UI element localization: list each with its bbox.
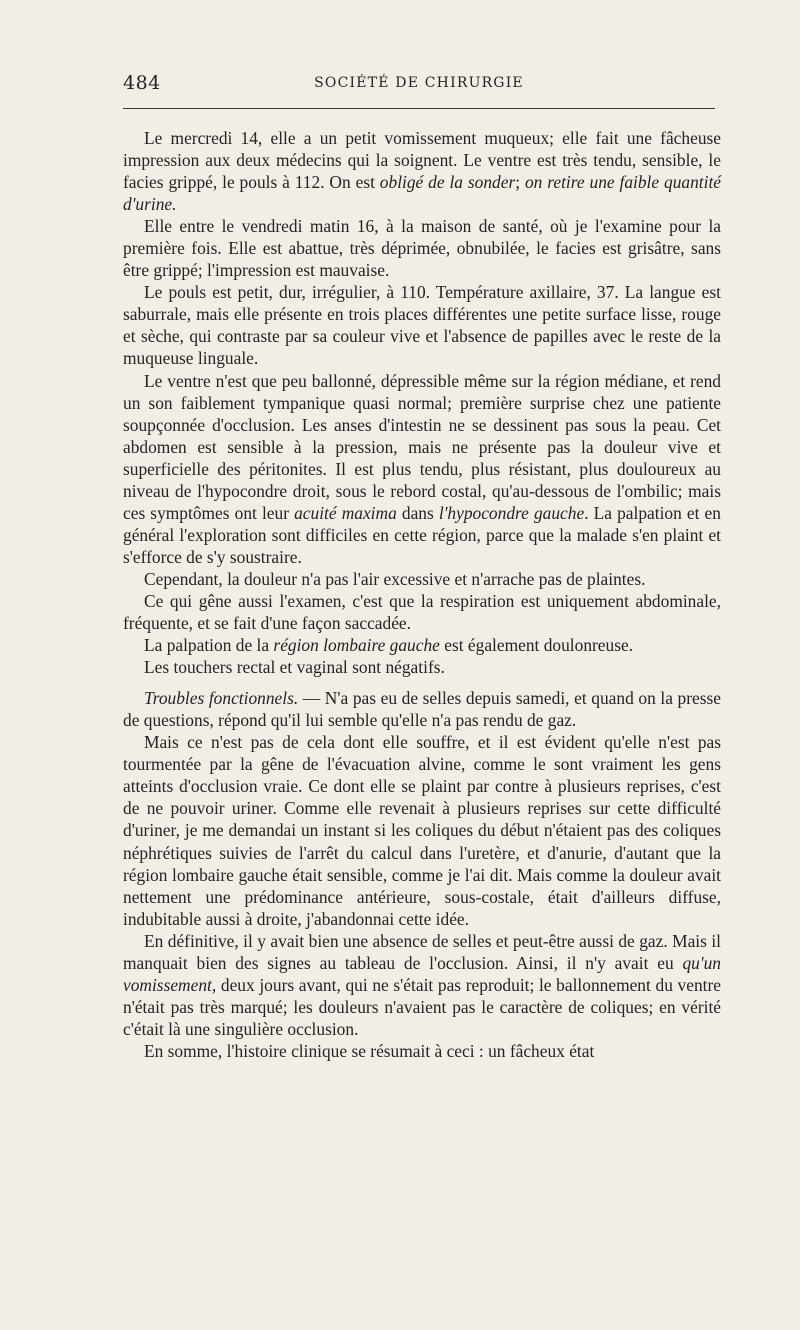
italic-text: acuité maxima bbox=[294, 502, 397, 523]
paragraph bbox=[123, 731, 721, 929]
text-run: Cependant, la douleur n'a pas l'air excessive et n'arrache pas de plaintes. bbox=[144, 568, 646, 589]
italic-text: Troubles fonctionnels. bbox=[144, 688, 299, 709]
text-run: — N'a pas eu de selles depuis samedi, et quand on la presse de questions, répond qu'il lui semble qu'elle n'a pas rendu de gaz. bbox=[123, 688, 721, 731]
italic-text: l'hypocondre gauche bbox=[438, 502, 585, 523]
text-run: est également doulonreuse. bbox=[439, 635, 634, 656]
paragraph bbox=[123, 281, 721, 369]
text-run: Mais ce n'est pas de cela dont elle souffre, et il est évident qu'elle n'est pas tourmentée par la gêne de l'évacuation alvine, comme le sont vraiment les gens atteints d'occlusion vraie. Ce dont elle se plaint par contre à plusieurs reprises, c'est de ne pouvoir uriner. Comme elle revenait à plusieurs reprises sur cette difficulté d'uriner, je me demandai un instant si les coliques du début n'étaient pas des coliques néphrétiques suivies de l'arrêt du calcul dans l'uretère, et d'anurie, d'autant que la région lombaire gauche était sensible, comme je l'ai dit. Mais comme la douleur avait nettement une prédominance antérieure, sous-costale, était d'ailleurs diffuse, indubitable aussi à droite, j'abandonnai cette idée. bbox=[123, 732, 721, 929]
paragraph bbox=[123, 687, 721, 731]
paragraph bbox=[123, 590, 721, 634]
italic-text: qu'un vomissement, bbox=[123, 952, 721, 995]
text-run: La palpation de la bbox=[144, 635, 274, 656]
paragraph bbox=[123, 634, 721, 656]
text-run: Elle entre le vendredi matin 16, à la maison de santé, où je l'examine pour la première fois. Elle est abattue, très déprimée, obnubilée, le facies est grisâtre, sans être grippé; l'impression est mauvaise. bbox=[123, 216, 721, 281]
page-number: 484 bbox=[123, 72, 161, 94]
text-run: Le pouls est petit, dur, irrégulier, à 110. Température axillaire, 37. La langue est saburrale, mais elle présente en trois places différentes une petite surface lisse, rouge et sèche, qui contraste par sa couleur vive et l'absence de papilles avec le reste de la muqueuse linguale. bbox=[123, 282, 721, 369]
running-title: SOCIÉTÉ DE CHIRURGIE bbox=[314, 75, 524, 91]
body-text bbox=[123, 127, 721, 1062]
paragraph bbox=[123, 127, 721, 215]
text-run: Les touchers rectal et vaginal sont négatifs. bbox=[144, 657, 445, 678]
text-run: deux jours avant, qui ne s'était pas reproduit; le ballonnement du ventre n'était pas très marqué; les douleurs n'avaient pas le caractère de coliques; en vérité c'était là une singulière occlusion. bbox=[123, 974, 721, 1039]
text-run: En définitive, il y avait bien une absence de selles et peut-être aussi de gaz. Mais il manquait bien des signes au tableau de l'occlusion. Ainsi, il n'y avait eu bbox=[123, 930, 721, 973]
italic-text: région lombaire gauche bbox=[273, 635, 440, 656]
text-run: Le ventre n'est que peu ballonné, dépressible même sur la région médiane, et rend un son faiblement tympanique quasi normal; première surprise chez une patiente soupçonnée d'occlusion. Les anses d'intestin ne se dessinent pas sous la peau. Cet abdomen est sensible à la pression, mais ne présente pas la douleur vive et superficielle des péritonites. Il est plus tendu, plus résistant, plus douloureux au niveau de l'hypocondre droit, sous le rebord costal, qu'au-dessous de l'ombilic; mais ces symptômes ont leur bbox=[123, 370, 721, 523]
text-run: Le mercredi 14, elle a un petit vomissement muqueux; elle fait une fâcheuse impression aux deux médecins qui la soignent. Le ventre est très tendu, sensible, le facies grippé, le pouls à 112. On est bbox=[123, 128, 721, 193]
italic-text: obligé de la sonder bbox=[379, 172, 516, 193]
text-run: En somme, l'histoire clinique se résumait à ceci : un fâcheux état bbox=[144, 1040, 595, 1061]
paragraph bbox=[123, 1040, 721, 1062]
paragraph bbox=[123, 656, 721, 678]
text-run: Ce qui gêne aussi l'examen, c'est que la respiration est uniquement abdominale, fréquente, et se fait d'une façon saccadée. bbox=[123, 590, 721, 634]
paragraph bbox=[123, 930, 721, 1040]
text-run: ; bbox=[515, 172, 525, 193]
text-run: . La palpation et en général l'exploration sont difficiles en cette région, parce que la malade s'en plaint et s'efforce de s'y soustraire. bbox=[123, 502, 721, 567]
header-rule bbox=[123, 108, 715, 109]
paragraph bbox=[123, 215, 721, 281]
page-header bbox=[123, 72, 715, 98]
text-run: dans bbox=[396, 502, 439, 523]
paragraph bbox=[123, 568, 721, 590]
paragraph bbox=[123, 370, 721, 568]
italic-text: on retire une faible quantité d'urine. bbox=[123, 172, 721, 215]
